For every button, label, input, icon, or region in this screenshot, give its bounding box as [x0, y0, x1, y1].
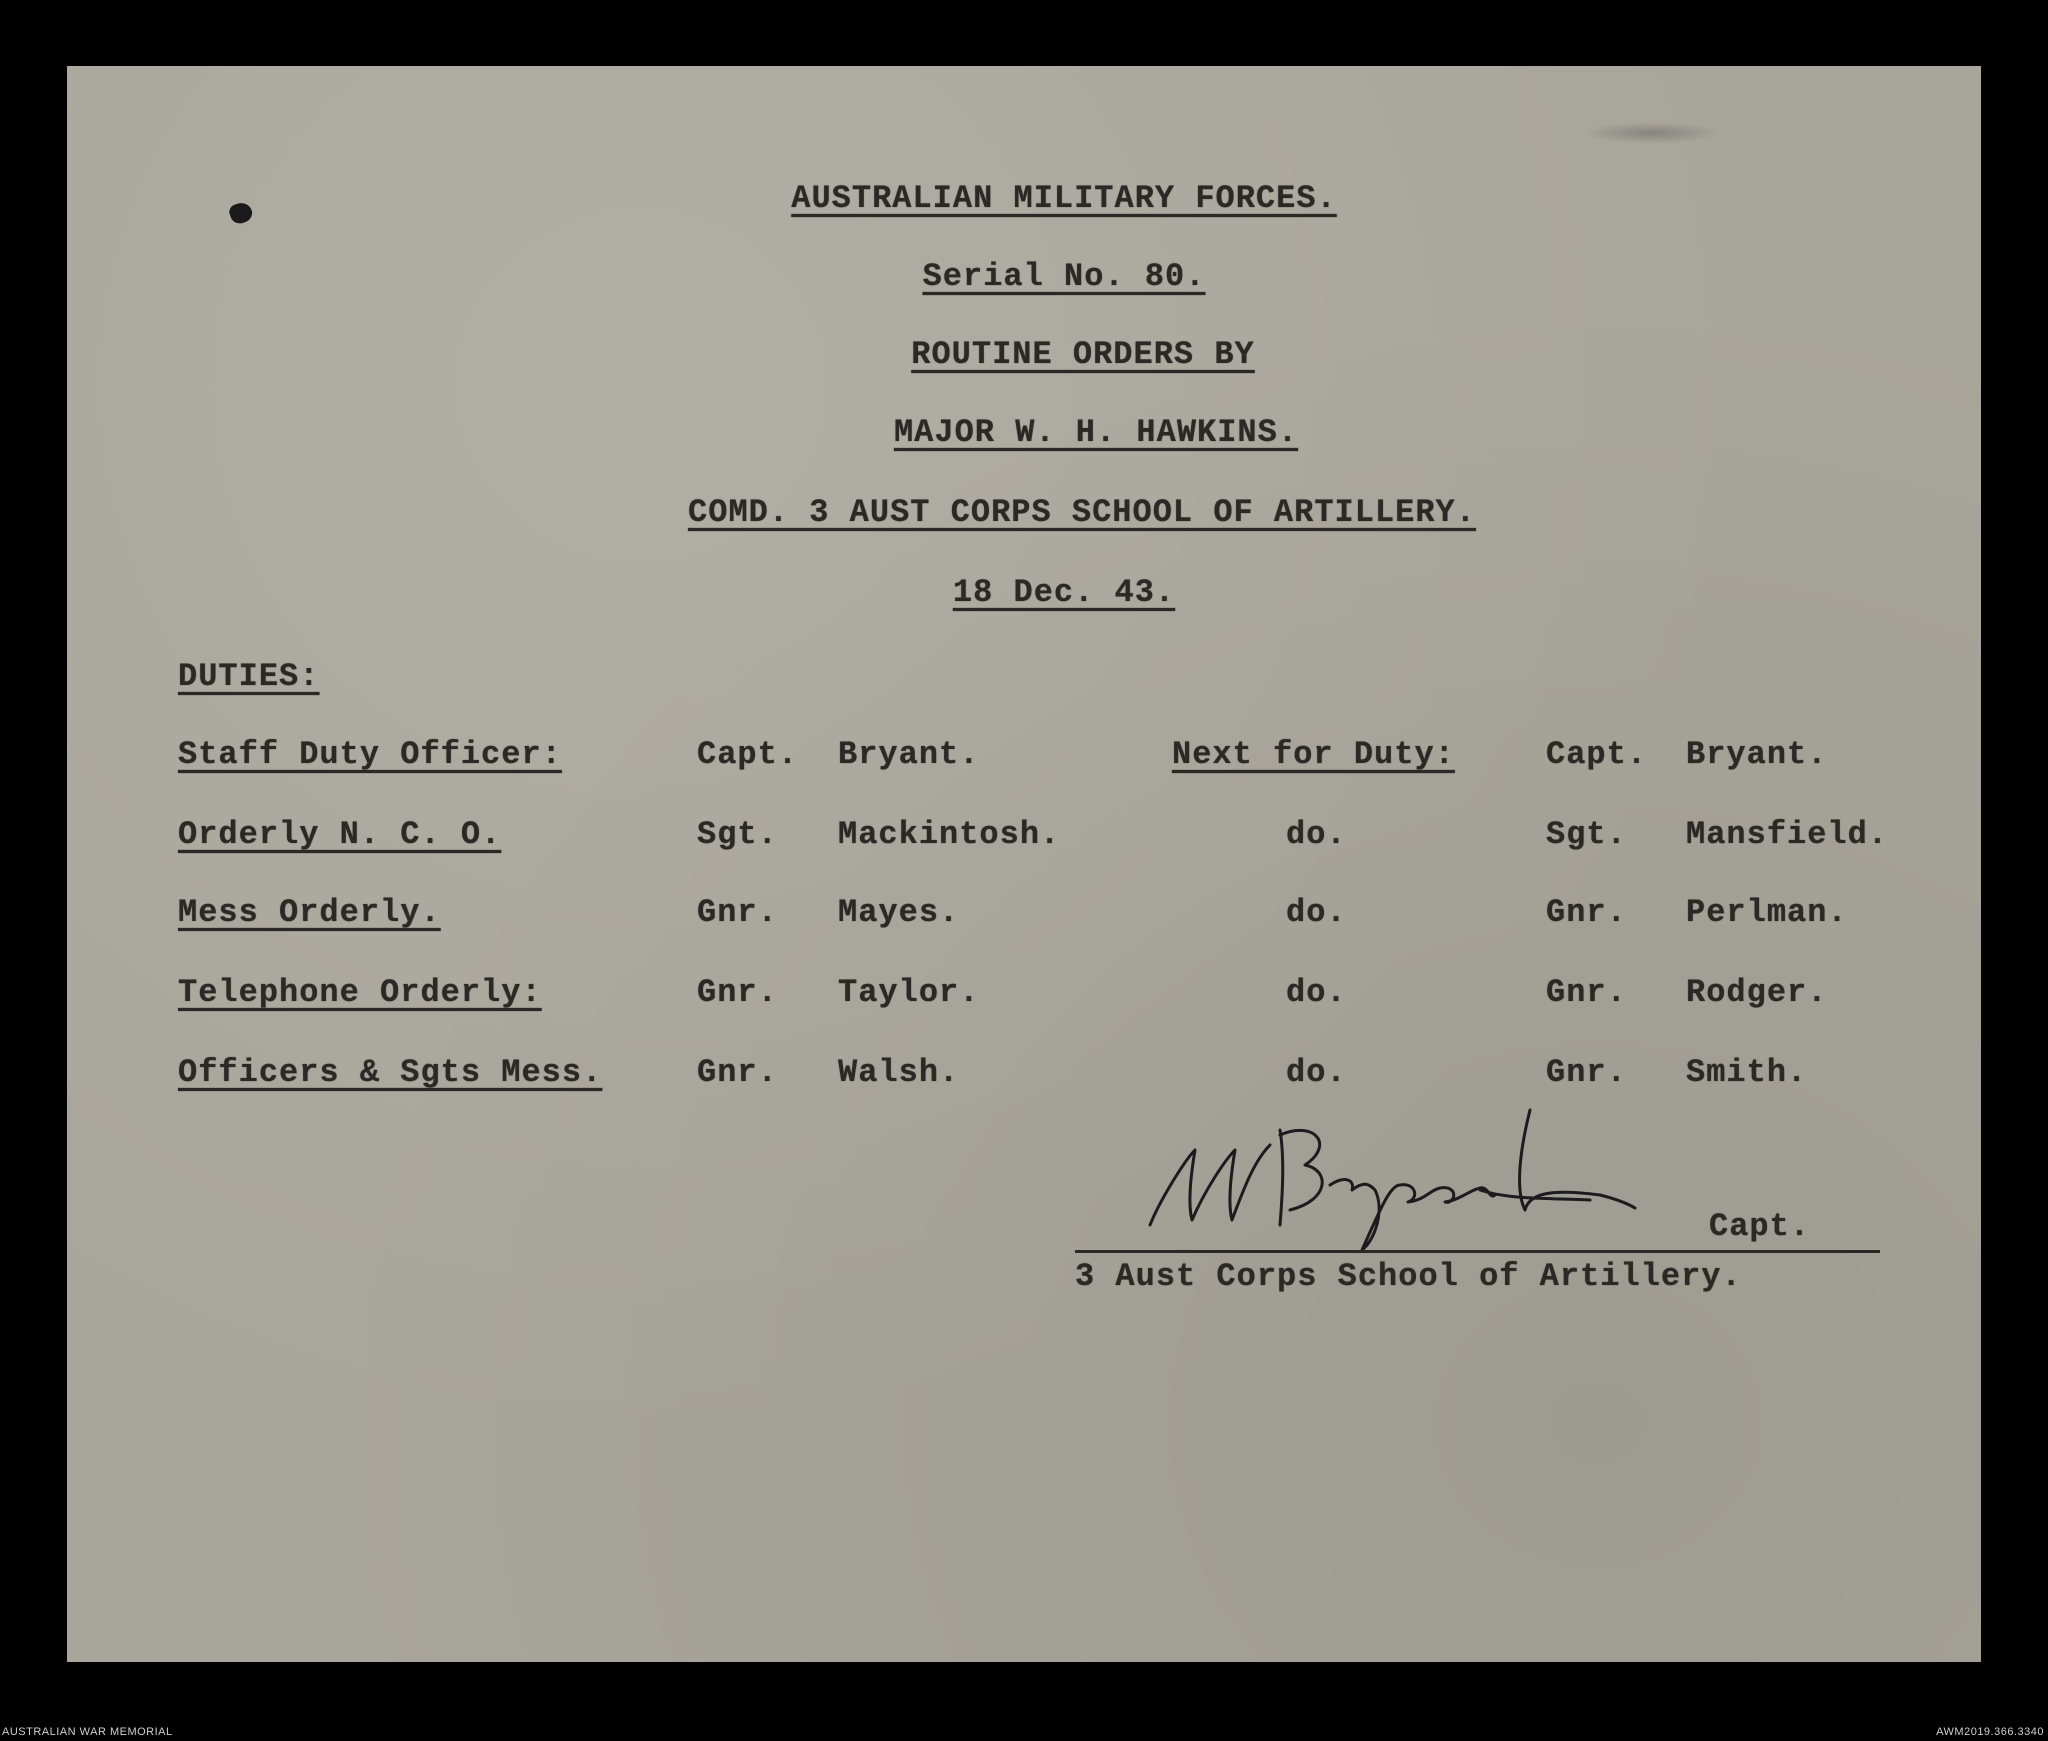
archive-credit: AUSTRALIAN WAR MEMORIAL — [2, 1726, 173, 1738]
archive-accession-number: AWM2019.366.3340 — [1936, 1726, 2044, 1738]
duty-label: Officers & Sgts Mess. — [178, 1054, 603, 1091]
duty-rank: Capt. — [697, 736, 799, 773]
duty-label: Telephone Orderly: — [178, 974, 542, 1011]
ditto-mark: do. — [1286, 974, 1347, 1011]
next-name: Perlman. — [1686, 894, 1848, 931]
signatory-unit: 3 Aust Corps School of Artillery. — [1075, 1258, 1742, 1295]
header-title: AUSTRALIAN MILITARY FORCES. — [791, 180, 1337, 217]
next-rank: Gnr. — [1546, 974, 1627, 1011]
duty-name: Walsh. — [838, 1054, 960, 1091]
handwritten-signature — [1130, 1090, 1650, 1260]
next-name: Rodger. — [1686, 974, 1828, 1011]
duty-name: Mayes. — [838, 894, 960, 931]
signature-line — [1075, 1250, 1880, 1253]
routine-orders-heading: ROUTINE ORDERS BY — [911, 336, 1255, 373]
duties-heading: DUTIES: — [178, 658, 320, 695]
major-name: MAJOR W. H. HAWKINS. — [893, 414, 1299, 451]
duty-label: Mess Orderly. — [178, 894, 441, 931]
next-name: Smith. — [1686, 1054, 1808, 1091]
order-date: 18 Dec. 43. — [952, 574, 1176, 611]
duty-name: Taylor. — [838, 974, 980, 1011]
duty-rank: Gnr. — [697, 974, 778, 1011]
command-line: COMD. 3 AUST CORPS SCHOOL OF ARTILLERY. — [688, 494, 1476, 531]
ditto-mark: do. — [1286, 894, 1347, 931]
ditto-mark: do. — [1286, 1054, 1347, 1091]
duty-name: Mackintosh. — [838, 816, 1061, 853]
next-name: Mansfield. — [1686, 816, 1889, 853]
duty-name: Bryant. — [838, 736, 980, 773]
serial-number: Serial No. 80. — [922, 258, 1206, 295]
next-rank: Gnr. — [1546, 894, 1627, 931]
next-rank: Sgt. — [1546, 816, 1627, 853]
duty-rank: Gnr. — [697, 894, 778, 931]
signatory-rank: Capt. — [1709, 1208, 1811, 1245]
duty-label: Orderly N. C. O. — [178, 816, 502, 853]
document-paper — [67, 66, 1981, 1662]
duty-label: Staff Duty Officer: — [178, 736, 562, 773]
next-rank: Capt. — [1546, 736, 1648, 773]
next-for-duty-label: Next for Duty: — [1172, 736, 1455, 773]
ditto-mark: do. — [1286, 816, 1347, 853]
duty-rank: Sgt. — [697, 816, 778, 853]
duty-rank: Gnr. — [697, 1054, 778, 1091]
next-name: Bryant. — [1686, 736, 1828, 773]
ink-smudge — [1582, 122, 1722, 144]
next-rank: Gnr. — [1546, 1054, 1627, 1091]
